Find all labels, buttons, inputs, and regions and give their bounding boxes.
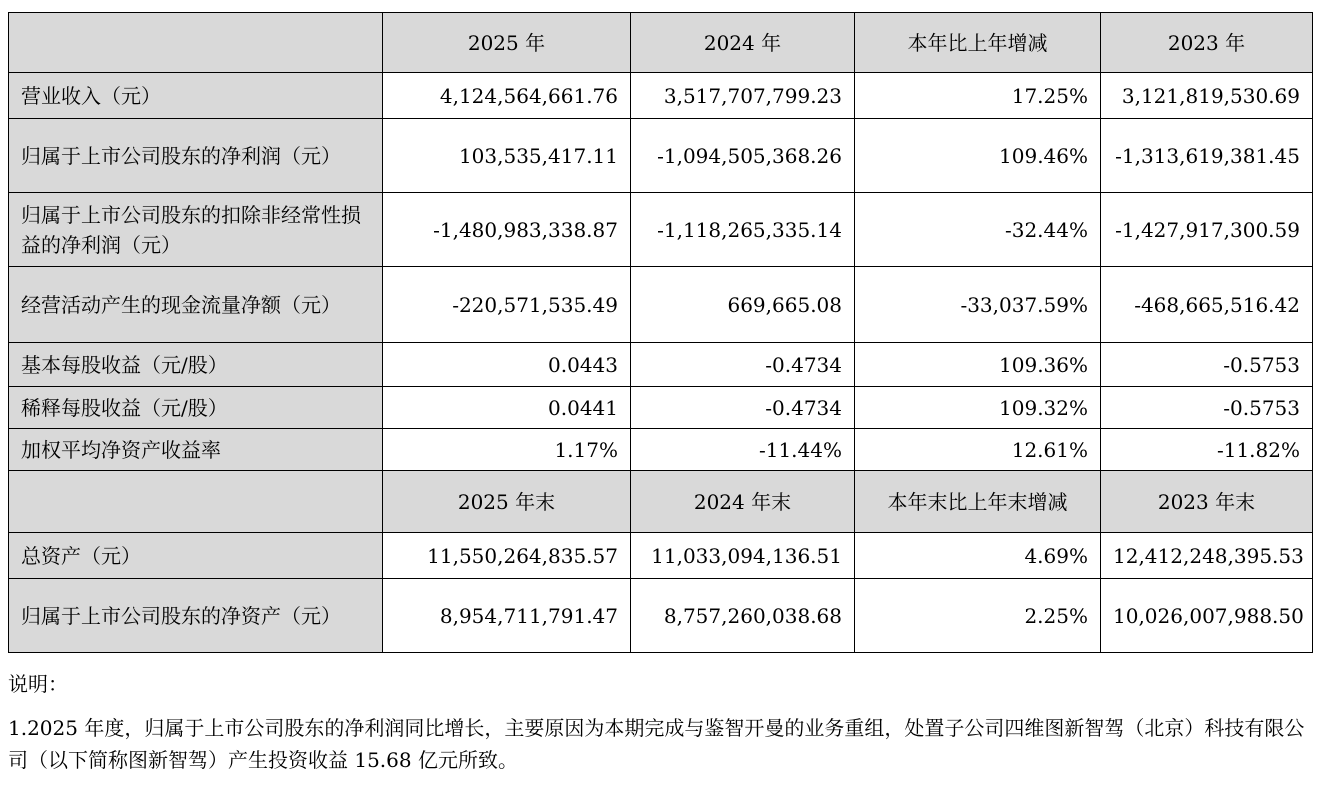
header-2024: 2024 年: [631, 13, 855, 73]
cell-2023: 3,121,819,530.69: [1101, 73, 1313, 119]
header-2024-end: 2024 年末: [631, 471, 855, 533]
cell-2024: 3,517,707,799.23: [631, 73, 855, 119]
note-1: 1.2025 年度，归属于上市公司股东的净利润同比增长，主要原因为本期完成与鉴智开曼的业务重组，处置子公司四维图新智驾（北京）科技有限公司（以下简称图新智驾）产生投资收益 15.68 亿元所致。: [8, 716, 1305, 772]
row-net-profit: [9, 119, 1313, 193]
cell-change: 109.32%: [855, 387, 1101, 429]
row-revenue: [9, 73, 1313, 119]
cell-2024: -1,094,505,368.26: [631, 119, 855, 193]
cell-2025: 0.0443: [383, 343, 631, 387]
cell-2024: -0.4734: [631, 343, 855, 387]
row-label: 经营活动产生的现金流量净额（元）: [9, 267, 383, 343]
cell-2023: -11.82%: [1101, 429, 1313, 471]
notes-section: [8, 668, 1312, 776]
cell-2025: -220,571,535.49: [383, 267, 631, 343]
cell-2025: 0.0441: [383, 387, 631, 429]
notes-title: 说明：: [8, 672, 68, 696]
row-basic-eps: [9, 343, 1313, 387]
cell-2023-end: 12,412,248,395.53: [1101, 533, 1313, 579]
row-diluted-eps: [9, 387, 1313, 429]
cell-2025: -1,480,983,338.87: [383, 193, 631, 267]
header-corner-cell: [9, 13, 383, 73]
cell-change: 4.69%: [855, 533, 1101, 579]
row-label: 总资产（元）: [9, 533, 383, 579]
cell-2024-end: 8,757,260,038.68: [631, 579, 855, 653]
cell-2025: 1.17%: [383, 429, 631, 471]
cell-2023: -0.5753: [1101, 387, 1313, 429]
header-row-yearend: [9, 471, 1313, 533]
cell-2024-end: 11,033,094,136.51: [631, 533, 855, 579]
row-net-profit-deducted: [9, 193, 1313, 267]
cell-2025: 4,124,564,661.76: [383, 73, 631, 119]
header-2025-end: 2025 年末: [383, 471, 631, 533]
cell-2024: -0.4734: [631, 387, 855, 429]
cell-change: 17.25%: [855, 73, 1101, 119]
row-net-assets: [9, 579, 1313, 653]
cell-2023-end: 10,026,007,988.50: [1101, 579, 1313, 653]
cell-change: 109.36%: [855, 343, 1101, 387]
header-row-annual: [9, 13, 1313, 73]
cell-2025-end: 8,954,711,791.47: [383, 579, 631, 653]
cell-2025: 103,535,417.11: [383, 119, 631, 193]
cell-2023: -1,427,917,300.59: [1101, 193, 1313, 267]
cell-2025-end: 11,550,264,835.57: [383, 533, 631, 579]
header-2025: 2025 年: [383, 13, 631, 73]
row-label: 归属于上市公司股东的扣除非经常性损益的净利润（元）: [9, 193, 383, 267]
cell-change: 12.61%: [855, 429, 1101, 471]
row-label: 归属于上市公司股东的净资产（元）: [9, 579, 383, 653]
row-operating-cash-flow: [9, 267, 1313, 343]
row-label: 加权平均净资产收益率: [9, 429, 383, 471]
row-label: 稀释每股收益（元/股）: [9, 387, 383, 429]
cell-change: -32.44%: [855, 193, 1101, 267]
row-weighted-roe: [9, 429, 1313, 471]
financial-summary-table: [8, 12, 1313, 653]
row-label: 营业收入（元）: [9, 73, 383, 119]
header-yearend-change: 本年末比上年末增减: [855, 471, 1101, 533]
cell-change: 109.46%: [855, 119, 1101, 193]
row-label: 基本每股收益（元/股）: [9, 343, 383, 387]
header-2023: 2023 年: [1101, 13, 1313, 73]
cell-change: 2.25%: [855, 579, 1101, 653]
row-total-assets: [9, 533, 1313, 579]
cell-2024: -11.44%: [631, 429, 855, 471]
cell-2023: -0.5753: [1101, 343, 1313, 387]
header-2023-end: 2023 年末: [1101, 471, 1313, 533]
header-yoy-change: 本年比上年增减: [855, 13, 1101, 73]
cell-2024: -1,118,265,335.14: [631, 193, 855, 267]
cell-2023: -468,665,516.42: [1101, 267, 1313, 343]
header-corner-cell: [9, 471, 383, 533]
cell-2024: 669,665.08: [631, 267, 855, 343]
cell-change: -33,037.59%: [855, 267, 1101, 343]
row-label: 归属于上市公司股东的净利润（元）: [9, 119, 383, 193]
cell-2023: -1,313,619,381.45: [1101, 119, 1313, 193]
